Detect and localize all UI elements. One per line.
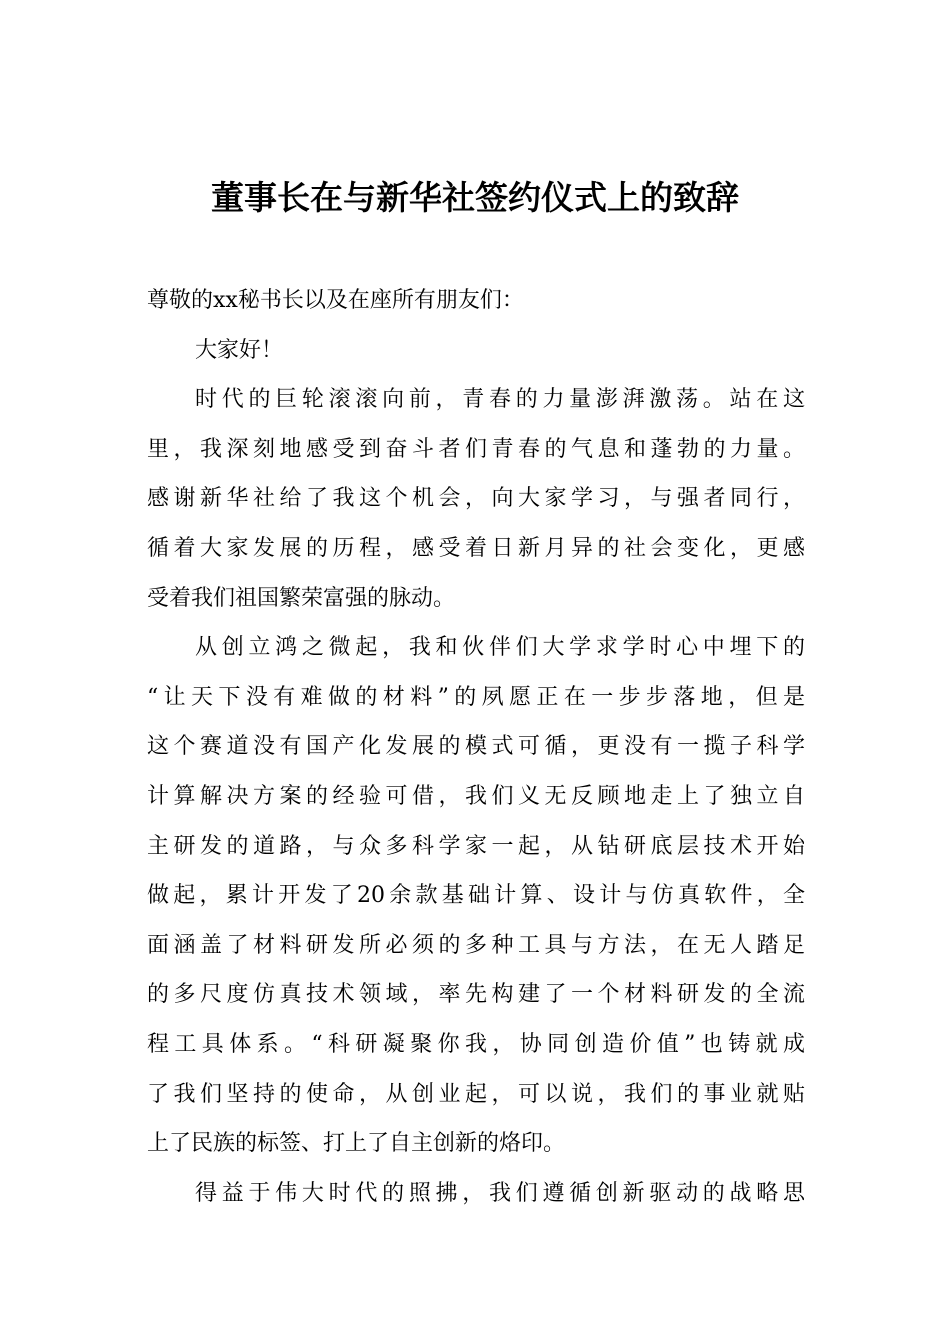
salutation-line: 尊敬的xx秘书长以及在座所有朋友们： [147,288,524,313]
paragraph-2-line: 主研发的道路，与众多科学家一起，从钻研底层技术开始 [147,833,805,859]
paragraph-1-line: 受着我们祖国繁荣富强的脉动。 [147,585,456,611]
paragraph-2-line: 程工具体系。“科研凝聚你我，协同创造价值”也铸就成 [147,1031,805,1057]
paragraph-2-line: 的多尺度仿真技术领域，率先构建了一个材料研发的全流 [147,982,805,1008]
document-title: 董事长在与新华社签约仪式上的致辞 [211,178,739,217]
paragraph-1-line: 时代的巨轮滚滚向前，青春的力量澎湃激荡。站在这 [195,387,805,413]
greeting-line: 大家好！ [195,337,284,363]
paragraph-2-line: 做起，累计开发了20余款基础计算、设计与仿真软件，全 [147,883,805,909]
paragraph-1-line: 里，我深刻地感受到奋斗者们青春的气息和蓬勃的力量。 [147,436,805,462]
paragraph-2-line: 从创立鸿之微起，我和伙伴们大学求学时心中埋下的 [195,635,805,661]
paragraph-2-line: 这个赛道没有国产化发展的模式可循，更没有一揽子科学 [147,734,805,760]
paragraph-3-line: 得益于伟大时代的照拂，我们遵循创新驱动的战略思 [195,1180,805,1206]
paragraph-2-line: 计算解决方案的经验可借，我们义无反顾地走上了独立自 [147,783,805,809]
paragraph-2-line: 面涵盖了材料研发所必须的多种工具与方法，在无人踏足 [147,932,805,958]
paragraph-1-line: 感谢新华社给了我这个机会，向大家学习，与强者同行， [147,486,805,512]
paragraph-1-line: 循着大家发展的历程，感受着日新月异的社会变化，更感 [147,535,805,561]
paragraph-2-line: “让天下没有难做的材料”的夙愿正在一步步落地，但是 [147,684,805,710]
paragraph-2-line: 了我们坚持的使命，从创业起，可以说，我们的事业就贴 [147,1081,805,1107]
document-body [147,276,805,1218]
paragraph-2-line: 上了民族的标签、打上了自主创新的烙印。 [147,1131,566,1157]
